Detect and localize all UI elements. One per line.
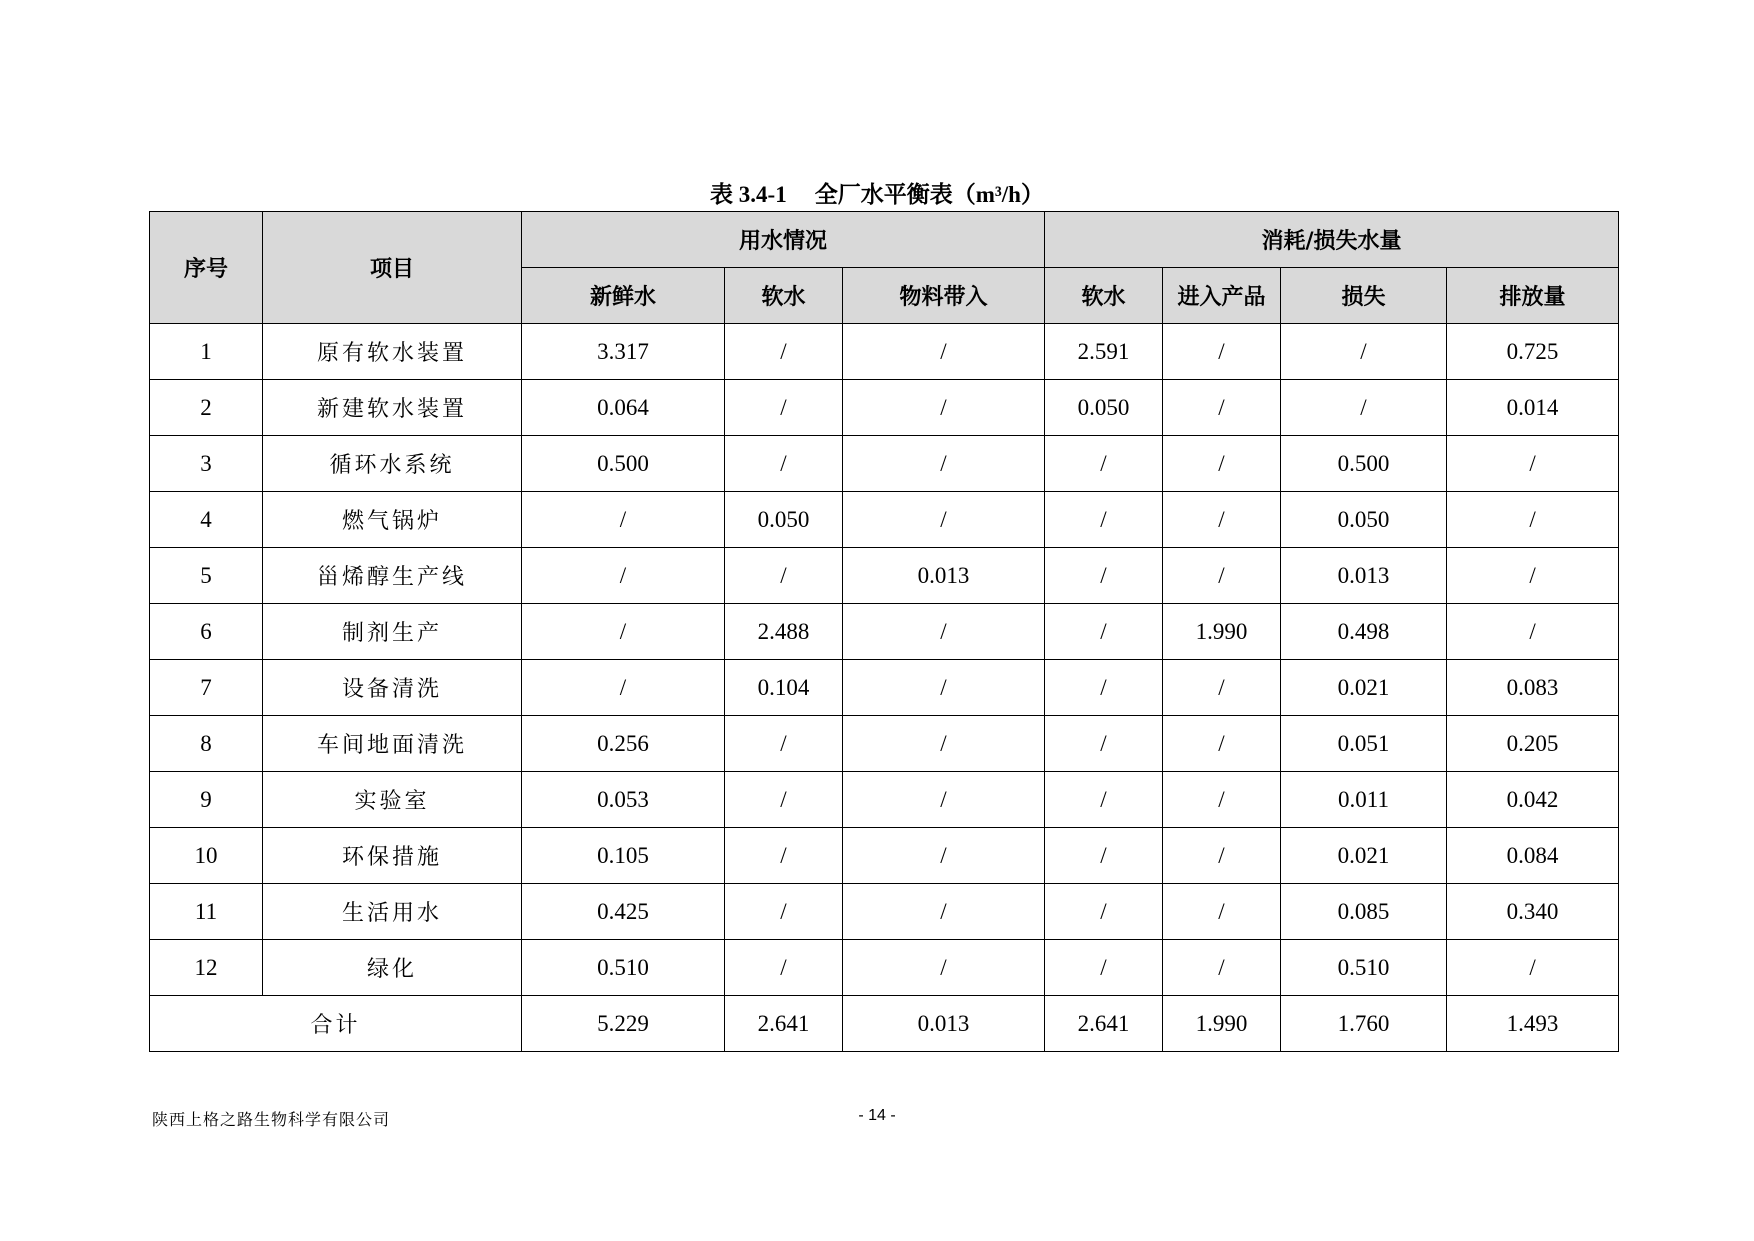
cell-fresh: 0.256 — [522, 716, 725, 772]
table-row — [150, 716, 1619, 772]
cell-material: / — [843, 324, 1045, 380]
cell-seq: 8 — [150, 716, 263, 772]
cell-product: / — [1163, 548, 1281, 604]
total-loss: 1.760 — [1281, 996, 1447, 1052]
cell-material: / — [843, 380, 1045, 436]
cell-soft-in: / — [725, 716, 843, 772]
cell-product: / — [1163, 772, 1281, 828]
cell-seq: 11 — [150, 884, 263, 940]
cell-seq: 5 — [150, 548, 263, 604]
cell-discharge: / — [1447, 548, 1619, 604]
table-unit: （m³/h） — [952, 182, 1044, 207]
cell-product: / — [1163, 828, 1281, 884]
cell-soft-out: / — [1045, 716, 1163, 772]
table-row — [150, 660, 1619, 716]
table-row — [150, 828, 1619, 884]
total-material: 0.013 — [843, 996, 1045, 1052]
cell-seq: 10 — [150, 828, 263, 884]
footer-company: 陕西上格之路生物科学有限公司 — [152, 1110, 391, 1129]
cell-discharge: 0.340 — [1447, 884, 1619, 940]
cell-item: 甾烯醇生产线 — [263, 548, 522, 604]
cell-material: / — [843, 772, 1045, 828]
cell-soft-in: 0.104 — [725, 660, 843, 716]
cell-material: / — [843, 884, 1045, 940]
total-fresh: 5.229 — [522, 996, 725, 1052]
header-seq: 序号 — [150, 212, 263, 324]
header-discharge: 排放量 — [1447, 268, 1619, 324]
cell-soft-in: / — [725, 940, 843, 996]
cell-discharge: 0.083 — [1447, 660, 1619, 716]
total-product: 1.990 — [1163, 996, 1281, 1052]
cell-seq: 7 — [150, 660, 263, 716]
cell-material: / — [843, 436, 1045, 492]
table-row — [150, 436, 1619, 492]
cell-discharge: / — [1447, 436, 1619, 492]
header-row-group — [150, 212, 1619, 268]
cell-fresh: 0.105 — [522, 828, 725, 884]
cell-soft-out: / — [1045, 548, 1163, 604]
table-row — [150, 548, 1619, 604]
cell-soft-out: / — [1045, 604, 1163, 660]
cell-seq: 4 — [150, 492, 263, 548]
cell-product: / — [1163, 492, 1281, 548]
header-soft-water-in: 软水 — [725, 268, 843, 324]
table-row — [150, 324, 1619, 380]
cell-soft-out: / — [1045, 940, 1163, 996]
cell-fresh: 0.064 — [522, 380, 725, 436]
cell-discharge: 0.042 — [1447, 772, 1619, 828]
cell-loss: 0.021 — [1281, 660, 1447, 716]
header-material-in: 物料带入 — [843, 268, 1045, 324]
cell-material: / — [843, 492, 1045, 548]
header-soft-water-out: 软水 — [1045, 268, 1163, 324]
cell-material: / — [843, 828, 1045, 884]
cell-item: 原有软水装置 — [263, 324, 522, 380]
cell-item: 循环水系统 — [263, 436, 522, 492]
cell-seq: 6 — [150, 604, 263, 660]
cell-product: / — [1163, 324, 1281, 380]
cell-soft-out: / — [1045, 492, 1163, 548]
header-into-product: 进入产品 — [1163, 268, 1281, 324]
cell-item: 生活用水 — [263, 884, 522, 940]
cell-loss: 0.510 — [1281, 940, 1447, 996]
cell-discharge: / — [1447, 492, 1619, 548]
cell-soft-in: 0.050 — [725, 492, 843, 548]
cell-soft-in: / — [725, 324, 843, 380]
cell-loss: 0.050 — [1281, 492, 1447, 548]
cell-soft-in: / — [725, 772, 843, 828]
table-number: 表 3.4-1 — [710, 182, 787, 207]
cell-item: 实验室 — [263, 772, 522, 828]
table-body — [150, 324, 1619, 996]
cell-soft-in: / — [725, 380, 843, 436]
footer-page-number: - 14 - — [858, 1107, 896, 1124]
cell-fresh: / — [522, 660, 725, 716]
total-row — [150, 996, 1619, 1052]
cell-soft-in: / — [725, 436, 843, 492]
cell-seq: 12 — [150, 940, 263, 996]
cell-discharge: 0.084 — [1447, 828, 1619, 884]
cell-item: 新建软水装置 — [263, 380, 522, 436]
cell-fresh: 0.510 — [522, 940, 725, 996]
cell-soft-out: / — [1045, 828, 1163, 884]
total-discharge: 1.493 — [1447, 996, 1619, 1052]
header-fresh-water: 新鲜水 — [522, 268, 725, 324]
cell-material: / — [843, 940, 1045, 996]
cell-material: / — [843, 660, 1045, 716]
cell-loss: 0.085 — [1281, 884, 1447, 940]
table-row — [150, 772, 1619, 828]
total-soft-out: 2.641 — [1045, 996, 1163, 1052]
cell-fresh: / — [522, 492, 725, 548]
cell-item: 制剂生产 — [263, 604, 522, 660]
table-row — [150, 380, 1619, 436]
water-balance-table — [149, 211, 1619, 1052]
cell-loss: 0.051 — [1281, 716, 1447, 772]
table-row — [150, 884, 1619, 940]
cell-product: / — [1163, 716, 1281, 772]
cell-soft-out: / — [1045, 436, 1163, 492]
cell-product: / — [1163, 940, 1281, 996]
cell-discharge: 0.014 — [1447, 380, 1619, 436]
table-row — [150, 604, 1619, 660]
cell-fresh: / — [522, 548, 725, 604]
cell-loss: 0.498 — [1281, 604, 1447, 660]
cell-fresh: 0.053 — [522, 772, 725, 828]
cell-seq: 1 — [150, 324, 263, 380]
cell-loss: / — [1281, 324, 1447, 380]
cell-soft-out: / — [1045, 884, 1163, 940]
header-consume-group: 消耗/损失水量 — [1045, 212, 1619, 268]
cell-discharge: / — [1447, 940, 1619, 996]
cell-product: / — [1163, 380, 1281, 436]
table-row — [150, 492, 1619, 548]
cell-soft-in: 2.488 — [725, 604, 843, 660]
cell-discharge: 0.205 — [1447, 716, 1619, 772]
cell-material: / — [843, 604, 1045, 660]
cell-product: / — [1163, 660, 1281, 716]
cell-soft-out: / — [1045, 772, 1163, 828]
cell-material: / — [843, 716, 1045, 772]
cell-seq: 9 — [150, 772, 263, 828]
cell-loss: 0.013 — [1281, 548, 1447, 604]
cell-loss: 0.500 — [1281, 436, 1447, 492]
cell-discharge: 0.725 — [1447, 324, 1619, 380]
cell-soft-out: 0.050 — [1045, 380, 1163, 436]
cell-fresh: 0.425 — [522, 884, 725, 940]
cell-discharge: / — [1447, 604, 1619, 660]
cell-soft-in: / — [725, 884, 843, 940]
cell-soft-out: 2.591 — [1045, 324, 1163, 380]
cell-fresh: 3.317 — [522, 324, 725, 380]
total-label: 合计 — [150, 996, 522, 1052]
cell-loss: / — [1281, 380, 1447, 436]
cell-product: / — [1163, 436, 1281, 492]
total-soft-in: 2.641 — [725, 996, 843, 1052]
cell-seq: 2 — [150, 380, 263, 436]
cell-loss: 0.021 — [1281, 828, 1447, 884]
cell-product: 1.990 — [1163, 604, 1281, 660]
table-title: 全厂水平衡表 — [814, 182, 953, 208]
cell-soft-in: / — [725, 828, 843, 884]
cell-item: 设备清洗 — [263, 660, 522, 716]
cell-item: 绿化 — [263, 940, 522, 996]
header-use-group: 用水情况 — [522, 212, 1045, 268]
cell-product: / — [1163, 884, 1281, 940]
cell-soft-in: / — [725, 548, 843, 604]
header-item: 项目 — [263, 212, 522, 324]
cell-soft-out: / — [1045, 660, 1163, 716]
cell-fresh: 0.500 — [522, 436, 725, 492]
table-caption — [0, 175, 1754, 215]
cell-material: 0.013 — [843, 548, 1045, 604]
cell-item: 环保措施 — [263, 828, 522, 884]
cell-fresh: / — [522, 604, 725, 660]
cell-loss: 0.011 — [1281, 772, 1447, 828]
cell-item: 车间地面清洗 — [263, 716, 522, 772]
table-row — [150, 940, 1619, 996]
cell-item: 燃气锅炉 — [263, 492, 522, 548]
cell-seq: 3 — [150, 436, 263, 492]
header-loss: 损失 — [1281, 268, 1447, 324]
